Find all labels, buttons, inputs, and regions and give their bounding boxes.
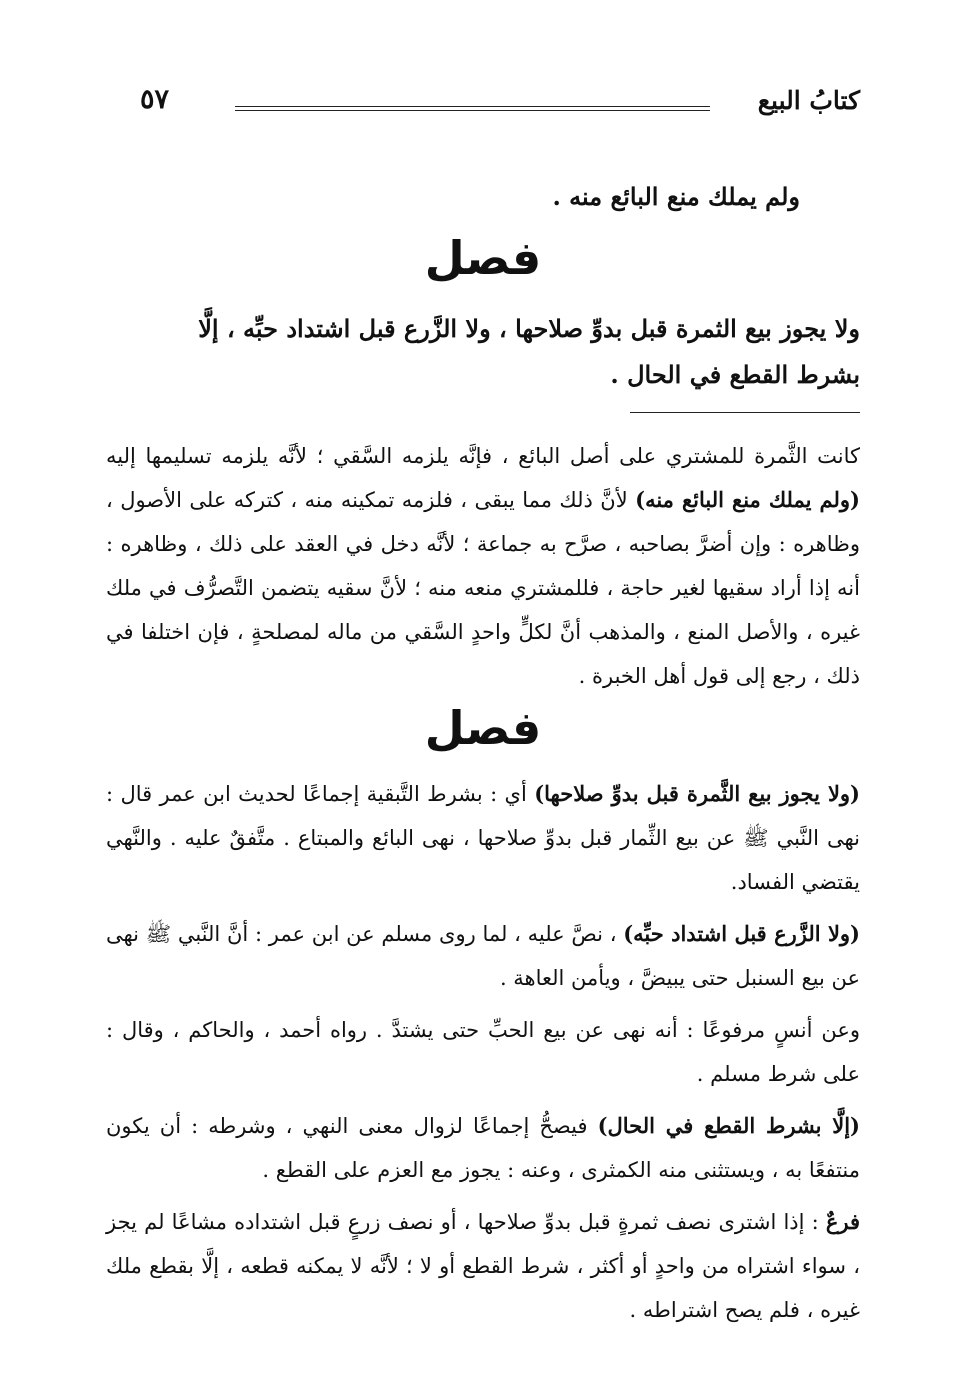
sharh-2-p5-far-label: فرعٌ bbox=[825, 1209, 860, 1234]
chapter-title: كتابُ البيع bbox=[757, 86, 860, 115]
matn-line-1: ولا يجوز بيع الثمرة قبل بدوِّ صلاحها ، ولا الزَّرع قبل اشتداد حبِّه ، إلَّا bbox=[198, 314, 860, 343]
sharh-1-text-c: لأنَّ ذلك مما يبقى ، فلزمه تمكينه منه ، كتركه على الأصول ، وظاهره : وإن أضرَّ بصاحبه ، صرَّح به جماعة ؛ لأنَّه دخل في العقد على ذلك ، وظاهره : أنه إذا أراد سقيها لغير حاجة ، فللمشتري منعه منه ؛ لأنَّ سقيه يتضمن التَّصرُّف في ملك غيره ، والأصل المنع ، والمذهب أنَّ لكلٍّ واحدٍ السَّقي من ماله لمصلحةٍ ، فإن اختلفا في ذلك ، رجع إلى قول أهل الخبرة . bbox=[106, 488, 860, 688]
sharh-2-p2-quoted-matn: (ولا الزَّرع قبل اشتداد حبِّه) bbox=[623, 921, 860, 946]
sharh-1-text-a: كانت الثَّمرة للمشتري على أصل البائع ، فإنَّه يلزمه السَّقي ؛ لأنَّه يلزمه تسليمها إليه bbox=[106, 444, 860, 468]
page-number: ٥٧ bbox=[140, 84, 170, 115]
sharh-block-2 bbox=[106, 772, 860, 1340]
matn-sharh-separator bbox=[630, 412, 860, 413]
sharh-2-paragraph-1 bbox=[106, 772, 860, 904]
sharh-2-p4-text: فيصحُّ إجماعًا لزوال معنى النهي ، وشرطه : أن يكون منتفعًا به ، ويستثنى منه الكمثرى ، وعنه : يجوز مع العزم على القطع . bbox=[106, 1114, 860, 1182]
section-heading-fasl-2: فصل bbox=[424, 701, 542, 755]
sharh-2-p4-quoted-matn: (إلَّا بشرط القطع في الحال) bbox=[597, 1113, 860, 1138]
sharh-2-p2-text: ، نصَّ عليه ، لما روى مسلم عن ابن عمر : أنَّ النَّبي ﷺ نهى عن بيع السنبل حتى يبيضَّ ، ويأمن العاهة . bbox=[106, 922, 860, 990]
sharh-2-p3-text: وعن أنسٍ مرفوعًا : أنه نهى عن بيع الحبِّ حتى يشتدَّ . رواه أحمد ، والحاكم ، وقال : على شرط مسلم . bbox=[106, 1018, 860, 1086]
matn-top-line: ولم يملك منع البائع منه . bbox=[552, 182, 800, 211]
sharh-2-p5-text: : إذا اشترى نصف ثمرةٍ قبل بدوِّ صلاحها ، أو نصف زرعٍ قبل اشتداده مشاعًا لم يجز ، سواء اشتراه من واحدٍ أو أكثر ، شرط القطع أو لا ؛ لأنَّه لا يمكنه قطعه ، إلَّا بقطع ملك غيره ، فلم يصح اشتراطه . bbox=[106, 1210, 860, 1322]
matn-main-text bbox=[106, 306, 860, 398]
sharh-2-paragraph-5 bbox=[106, 1200, 860, 1332]
sharh-1-quoted-matn: (ولم يملك منع البائع منه) bbox=[635, 487, 860, 512]
matn-line-2: بشرط القطع في الحال . bbox=[610, 360, 860, 389]
section-heading-fasl-1: فصل bbox=[424, 231, 542, 285]
sharh-2-p1-text: أي : بشرط التَّبقية إجماعًا لحديث ابن عمر قال : نهى النَّبي ﷺ عن بيع الثِّمار قبل بدوِّ صلاحها ، نهى البائع والمبتاع . متَّفقٌ عليه . والنَّهي يقتضي الفساد. bbox=[106, 782, 860, 894]
running-header bbox=[140, 86, 860, 126]
sharh-1-paragraph bbox=[106, 434, 860, 698]
header-rule bbox=[235, 106, 710, 111]
sharh-2-p1-quoted-matn: (ولا يجوز بيع الثَّمرة قبل بدوِّ صلاحها) bbox=[534, 781, 860, 806]
sharh-2-paragraph-3 bbox=[106, 1008, 860, 1096]
sharh-2-paragraph-4 bbox=[106, 1104, 860, 1192]
sharh-block-1 bbox=[106, 434, 860, 706]
sharh-2-paragraph-2 bbox=[106, 912, 860, 1000]
